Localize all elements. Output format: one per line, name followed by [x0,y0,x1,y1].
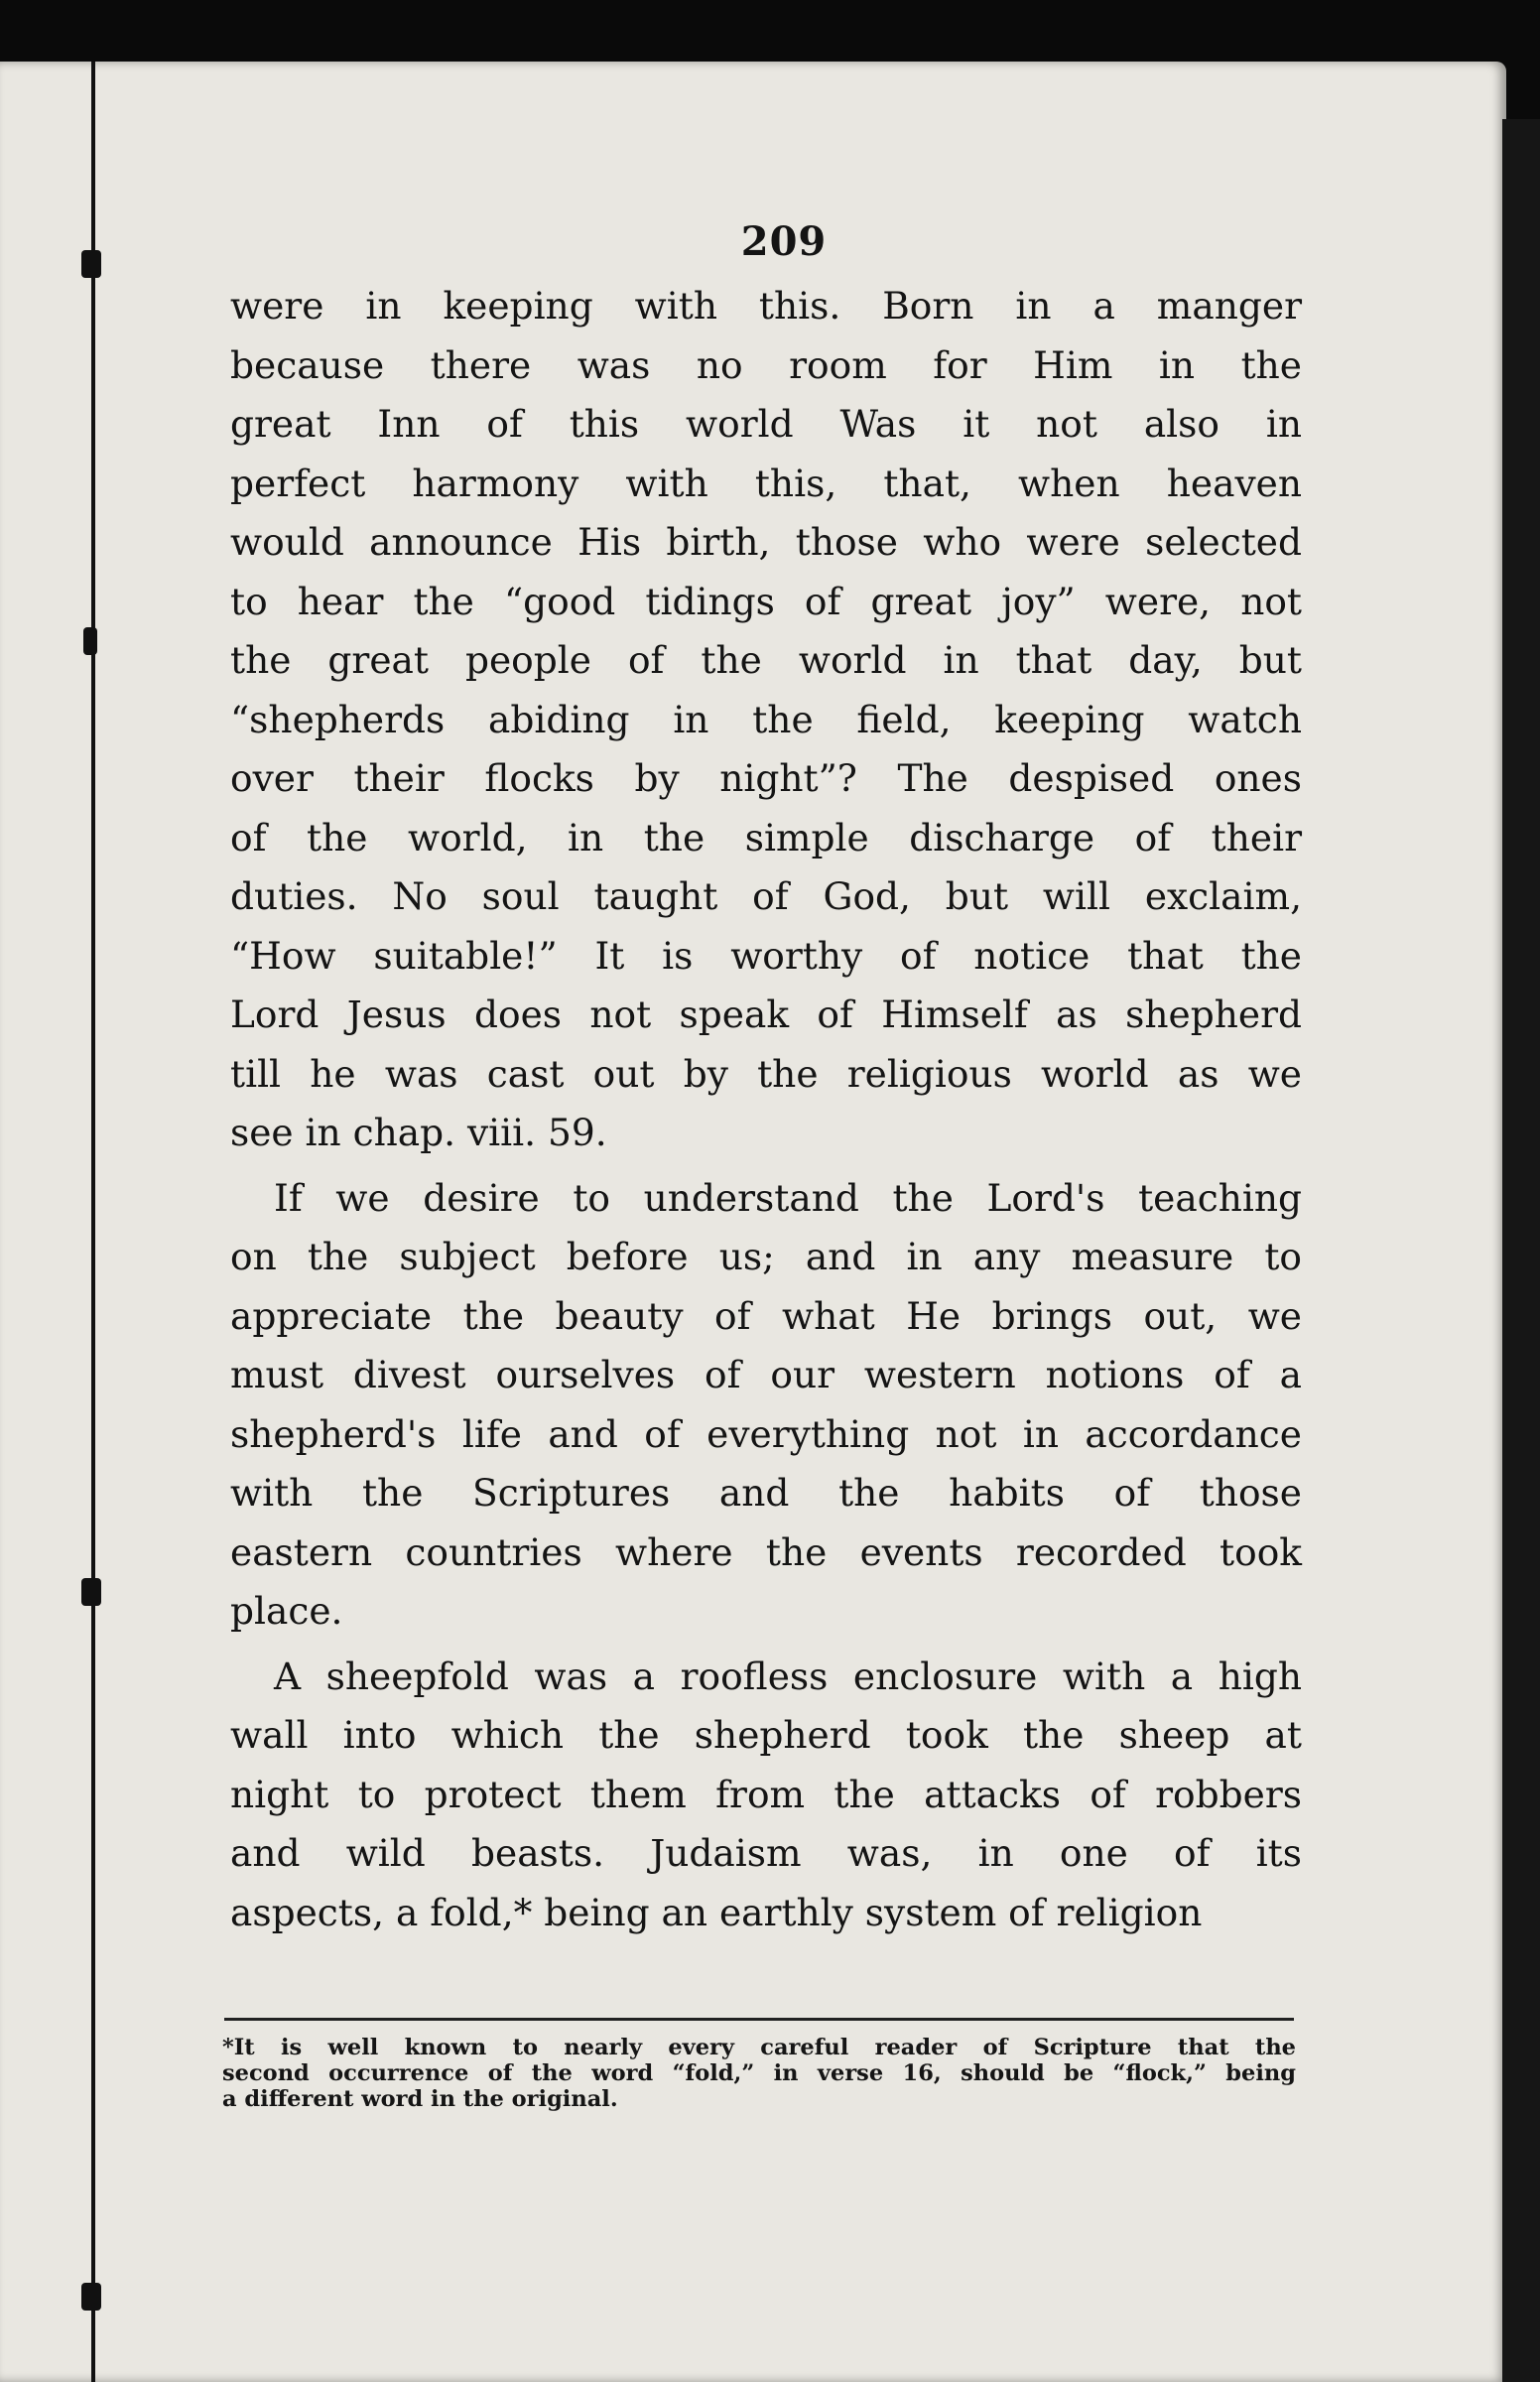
text-line: duties. No soul taught of God, but will exclaim, [230,874,1302,918]
footnote-line: a different word in the original. [222,2086,618,2112]
text-line: place. [230,1589,343,1633]
footnote-line: *It is well known to nearly every careful reader of Scripture that the [222,2035,1296,2060]
body-paragraphs [230,277,1302,1942]
binding-stitch-mark [81,2283,101,2311]
text-line: “How suitable!” It is worthy of notice that the [230,933,1302,978]
text-line: on the subject before us; and in any measure to [230,1235,1302,1278]
page-text-block [230,218,1302,1942]
text-line: with the Scriptures and the habits of those [230,1471,1302,1515]
text-line: would announce His birth, those who were selected [230,520,1302,564]
text-line: Lord Jesus does not speak of Himself as shepherd [230,992,1302,1036]
text-line: A sheepfold was a roofless enclosure with a high [274,1654,1302,1698]
text-line: and wild beasts. Judaism was, in one of its [230,1831,1302,1875]
text-line: over their flocks by night”? The despised ones [230,756,1302,800]
binding-stitch-mark [83,627,97,655]
text-line: perfect harmony with this, that, when heaven [230,461,1302,505]
footnote-line: second occurrence of the word “fold,” in verse 16, should be “flock,” being [222,2060,1296,2086]
text-line: wall into which the shepherd took the sheep at [230,1713,1302,1757]
text-line: the great people of the world in that day, but [230,638,1302,682]
text-line: of the world, in the simple discharge of their [230,815,1302,860]
text-line: night to protect them from the attacks of robbers [230,1772,1302,1816]
binding-stitch-mark [81,1578,101,1606]
text-line: shepherd's life and of everything not in accordance [230,1411,1302,1456]
footnote-rule [224,2018,1294,2021]
paragraph [230,1648,1302,1943]
book-spine-edge [1502,119,1540,2382]
paragraph [230,1169,1302,1642]
text-line: to hear the “good tidings of great joy” were, not [230,579,1302,623]
text-line: must divest ourselves of our western notions of a [230,1353,1302,1396]
text-line: because there was no room for Him in the [230,342,1302,387]
binding-stitch-mark [81,250,101,278]
paragraph [230,277,1302,1163]
binding-margin-line [91,62,95,2382]
text-line: eastern countries where the events recorded took [230,1529,1302,1574]
text-line: If we desire to understand the Lord's teaching [274,1175,1302,1220]
text-line: “shepherds abiding in the field, keeping watch [230,697,1302,741]
text-line: aspects, a fold,* being an earthly system of religion [230,1890,1203,1934]
footnote [222,2035,1296,2112]
text-line: great Inn of this world Was it not also in [230,402,1302,446]
text-line: till he was cast out by the religious world as we [230,1051,1302,1096]
text-line: were in keeping with this. Born in a manger [230,284,1302,328]
page-number: 209 [740,218,828,265]
text-line: see in chap. viii. 59. [230,1111,607,1154]
text-line: appreciate the beauty of what He brings out, we [230,1293,1302,1338]
